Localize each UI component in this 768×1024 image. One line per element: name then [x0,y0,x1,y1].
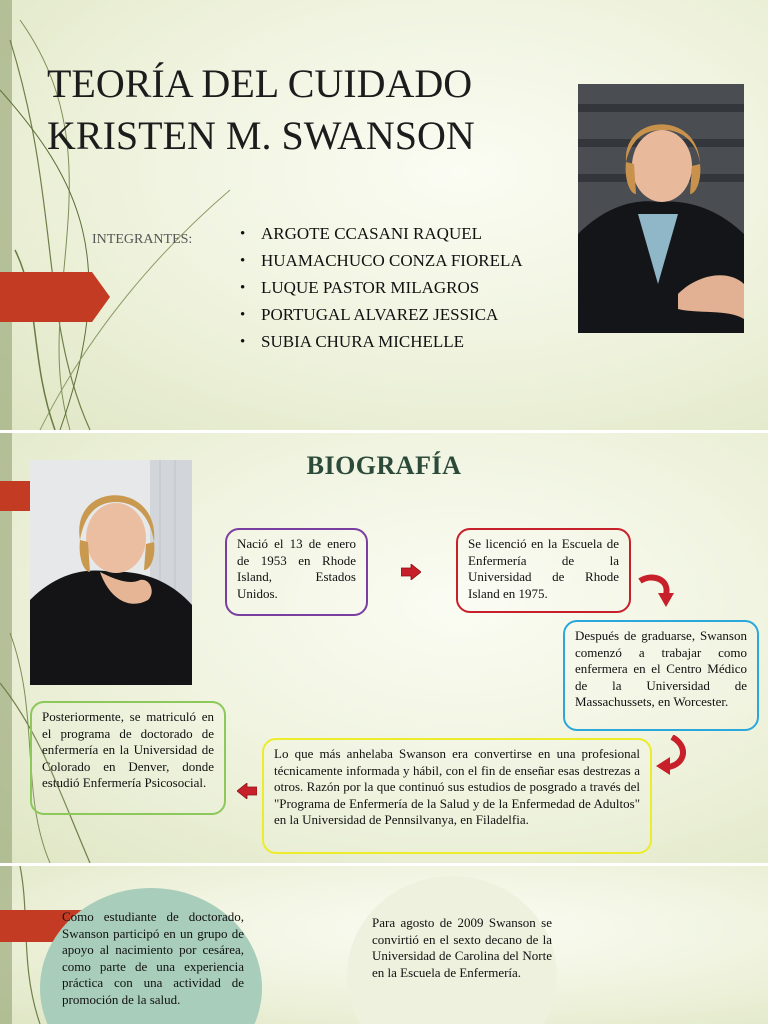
license-info-box: Se licenció en la Escuela de Enfermería de la Universidad de Rhode Island en 1975. [456,528,631,613]
integrantes-label: INTEGRANTES: [92,232,193,247]
member-item: • SUBIA CHURA MICHELLE [240,332,528,352]
swanson-portrait-photo [578,84,744,333]
left-arrow-icon [237,783,257,799]
swanson-biography-photo [30,460,192,685]
desire-info-box: Lo que más anhelaba Swanson era convertirse en una profesional técnicamente informada y hábil, con el fin de enseñar esas destrezas a otros. Razón por la que continuó sus estudios de posgrado a través del "Programa de Enfermería de la Salud y de la Enfermedad de Adultos" en la Universidad de Pennsilvanya, en Filadelfia. [262,738,652,854]
member-item: • HUAMACHUCO CONZA FIORELA [240,251,528,271]
accent-arrow-tab [0,272,110,322]
curved-arrow-left-icon [654,735,690,777]
title-line-1: TEORÍA DEL CUIDADO [47,61,473,106]
biography-slide [0,433,768,863]
dean-text: Para agosto de 2009 Swanson se convirtió en el sexto decano de la Universidad de Carolina del Norte en la Escuela de Enfermería. [372,915,552,980]
page-title [47,58,475,162]
title-line-2: KRISTEN M. SWANSON [47,113,475,158]
member-item: • ARGOTE CCASANI RAQUEL [240,224,528,244]
doctorate-info-box: Posteriormente, se matriculó en el programa de doctorado de enfermería en la Universidad de Colorado en Denver, donde estudió Enfermería Psicosocial. [30,701,226,815]
right-arrow-icon [401,564,421,580]
members-list [240,224,528,359]
work-info-box: Después de graduarse, Swanson comenzó a trabajar como enfermera en el Centro Médico de la Universidad de Massachussets, en Worcester. [563,620,759,731]
doctoral-student-text: Como estudiante de doctorado, Swanson participó en un grupo de apoyo al nacimiento por cesárea, como parte de una experiencia práctica con una actividad de promoción de la salud. [62,909,244,1007]
title-slide [0,0,768,430]
member-item: • LUQUE PASTOR MILAGROS [240,278,528,298]
member-item: • PORTUGAL ALVAREZ JESSICA [240,305,528,325]
accent-tab [0,481,30,511]
biography-title: BIOGRAFÍA [306,451,462,480]
career-slide [0,866,768,1024]
curved-arrow-icon [636,571,676,611]
born-info-box: Nació el 13 de enero de 1953 en Rhode Island, Estados Unidos. [225,528,368,616]
